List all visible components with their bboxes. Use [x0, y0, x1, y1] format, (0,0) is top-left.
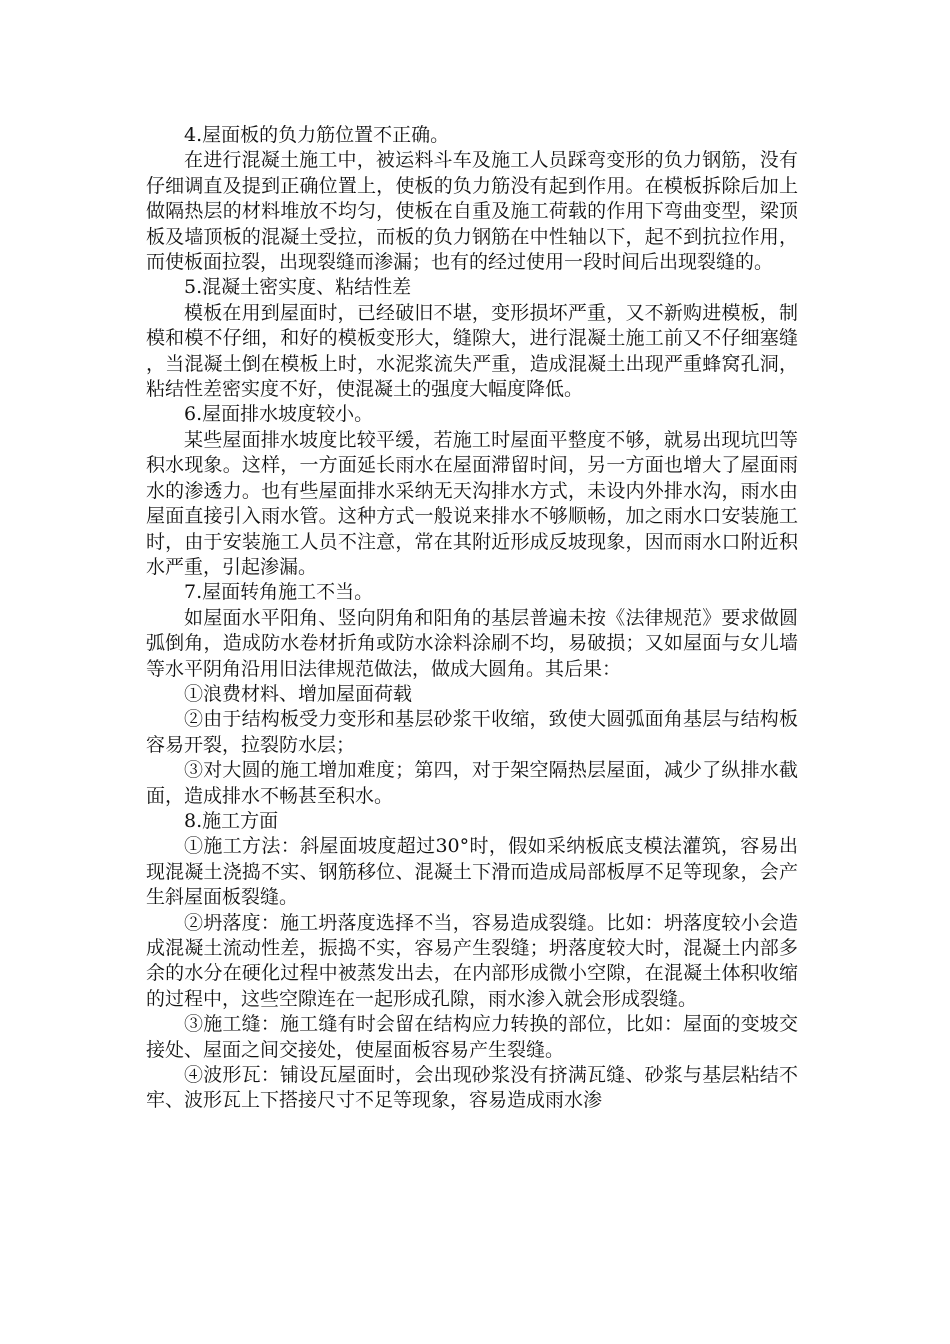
section-heading-7: 7.屋面转角施工不当。 — [184, 581, 374, 604]
paragraph: 某些屋面排水坡度比较平缓，若施工时屋面平整度不够，就易出现坑凹等积水现象。这样，一方面延长雨水在屋面滞留时间，另一方面也增大了屋面雨水的渗透力。也有些屋面排水采纳无天沟排水方式，未设内外排水沟，雨水由屋面直接引入雨水管。这种方式一般说来排水不够顺畅，加之雨水口安装施工时，由于安装施工人员不注意，常在其附近形成反坡现象，因而雨水口附近积水严重，引起渗漏。 — [146, 428, 798, 578]
section-heading-5: 5.混凝土密实度、粘结性差 — [184, 276, 412, 299]
list-item: ①施工方法：斜屋面坡度超过30°时，假如采纳板底支模法灌筑，容易出现混凝土浇捣不实、钢筋移位、混凝土下滑而造成局部板厚不足等现象，会产生斜屋面板裂缝。 — [146, 835, 798, 909]
paragraph: 如屋面水平阳角、竖向阴角和阳角的基层普遍未按《法律规范》要求做圆弧倒角，造成防水卷材折角或防水涂料涂刷不均，易破损；又如屋面与女儿墙等水平阴角沿用旧法律规范做法，做成大圆角。其后果： — [146, 606, 798, 680]
list-item: ③对大圆的施工增加难度；第四，对于架空隔热层屋面，减少了纵排水截面，造成排水不畅甚至积水。 — [146, 759, 798, 807]
section-heading-6: 6.屋面排水坡度较小。 — [184, 403, 374, 426]
list-item: ④波形瓦：铺设瓦屋面时，会出现砂浆没有挤满瓦缝、砂浆与基层粘结不牢、波形瓦上下搭接尺寸不足等现象，容易造成雨水渗 — [146, 1064, 798, 1112]
section-heading-4: 4.屋面板的负力筋位置不正确。 — [184, 124, 450, 146]
list-item: ③施工缝：施工缝有时会留在结构应力转换的部位，比如：屋面的变坡交接处、屋面之间交接处，使屋面板容易产生裂缝。 — [146, 1013, 798, 1061]
document-body — [146, 123, 798, 1114]
list-item: ①浪费材料、增加屋面荷载 — [184, 682, 413, 705]
paragraph: 在进行混凝土施工中，被运料斗车及施工人员踩弯变形的负力钢筋，没有仔细调直及提到正确位置上，使板的负力筋没有起到作用。在模板拆除后加上做隔热层的材料堆放不均匀，使板在自重及施工荷载的作用下弯曲变型，梁顶板及墙顶板的混凝土受拉，而板的负力钢筋在中性轴以下，起不到抗拉作用，而使板面拉裂，出现裂缝而渗漏；也有的经过使用一段时间后出现裂缝的。 — [146, 149, 798, 274]
section-heading-8: 8.施工方面 — [184, 809, 279, 832]
paragraph: 模板在用到屋面时，已经破旧不堪，变形损坏严重，又不新购进模板，制模和模不仔细，和好的模板变形大，缝隙大，进行混凝土施工前又不仔细塞缝，当混凝土倒在模板上时，水泥浆流失严重，造成混凝土出现严重蜂窝孔洞，粘结性差密实度不好，使混凝土的强度大幅度降低。 — [146, 301, 798, 401]
list-item: ②坍落度：施工坍落度选择不当，容易造成裂缝。比如：坍落度较小会造成混凝土流动性差，振捣不实，容易产生裂缝；坍落度较大时，混凝土内部多余的水分在硬化过程中被蒸发出去，在内部形成微小空隙，在混凝土体积收缩的过程中，这些空隙连在一起形成孔隙，雨水渗入就会形成裂缝。 — [146, 911, 798, 1010]
list-item: ②由于结构板受力变形和基层砂浆干收缩，致使大圆弧面角基层与结构板容易开裂，拉裂防水层； — [146, 708, 798, 756]
